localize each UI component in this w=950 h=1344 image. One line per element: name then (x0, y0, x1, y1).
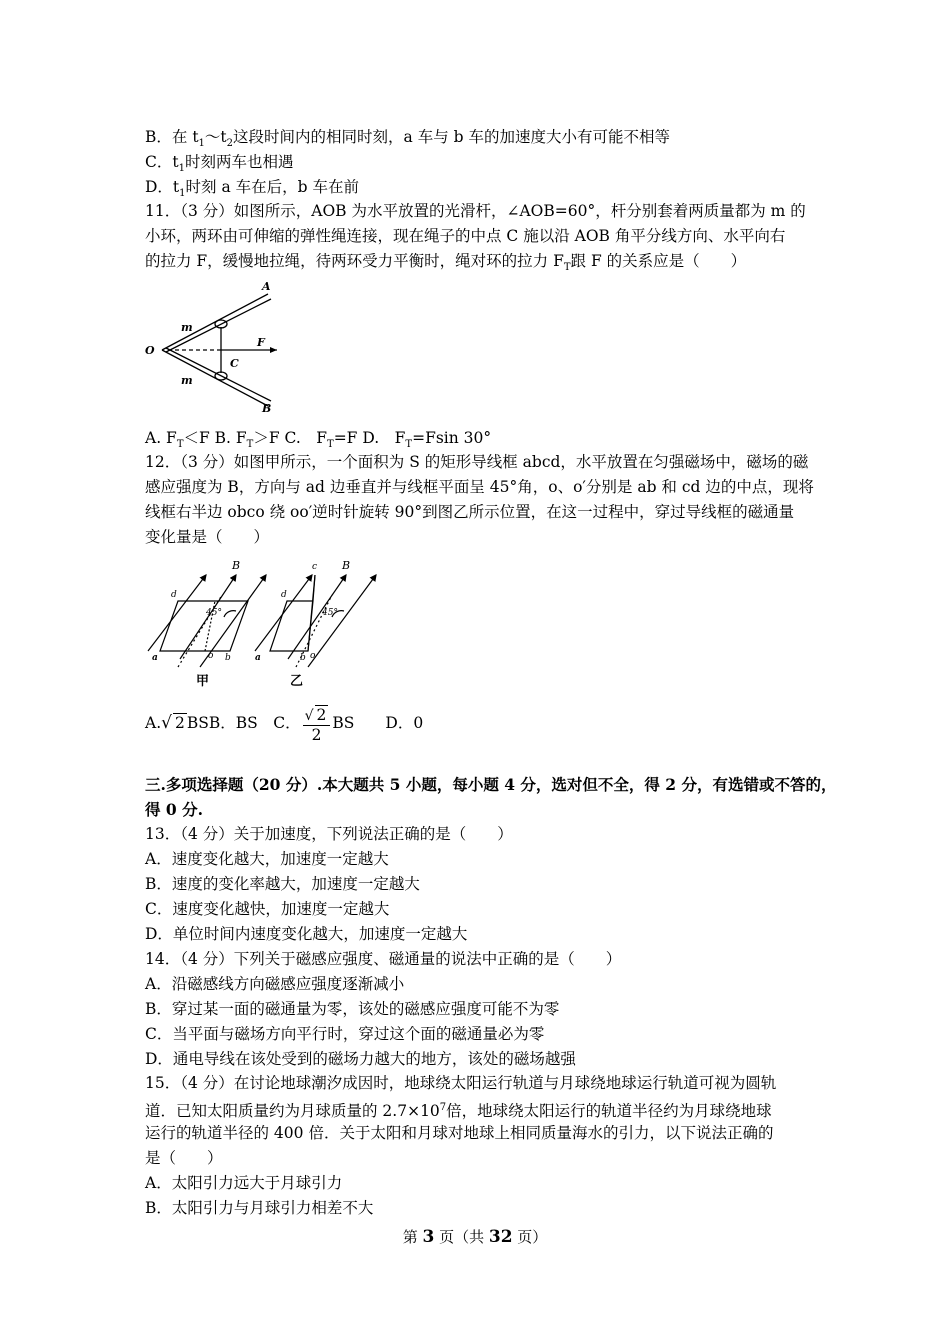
page-footer: 第 3 页（共 32 页） (402, 1227, 548, 1247)
page-number: 3 (422, 1227, 435, 1247)
svg-text:b: b (300, 653, 306, 663)
caption-jia: 甲 (196, 674, 210, 689)
q13-option-b: B．速度的变化率越大，加速度一定越大 (145, 875, 420, 893)
q11-stem-line1: 11．（3 分）如图所示，AOB 为水平放置的光滑杆，∠AOB=60°，杆分别套着两质量都为 m 的 (145, 202, 806, 220)
q12-stem-line1: 12．（3 分）如图甲所示，一个面积为 S 的矩形导线框 abcd，水平放置在匀强磁场中，磁场的磁 (145, 453, 809, 471)
q13-option-d: D．单位时间内速度变化越大，加速度一定越大 (145, 925, 468, 943)
q12-options: A.√ 2 BSB．BS C． $\frac{√ 2}{2}$ BS D．0 (145, 705, 424, 744)
q12-stem-line4: 变化量是（ ） (145, 528, 270, 546)
label-a: A (262, 280, 271, 293)
frame-jia (160, 601, 248, 651)
svg-text:45°: 45° (206, 608, 222, 618)
svg-text:d: d (171, 590, 177, 600)
q13-option-c: C．速度变化越快，加速度一定越大 (145, 900, 390, 918)
q12-figure (140, 555, 390, 695)
svg-text:a: a (255, 653, 261, 663)
caption-yi: 乙 (290, 674, 304, 689)
svg-text:B: B (342, 559, 351, 572)
q12-stem-line2: 感应强度为 B，方向与 ad 边垂直并与线框平面呈 45°角，o、o′分别是 ab 和 cd 边的中点，现将 (145, 478, 814, 496)
label-m-upper: m (181, 321, 193, 334)
label-m-lower: m (181, 374, 193, 387)
q13-stem: 13．（4 分）关于加速度，下列说法正确的是（ ） (145, 825, 513, 843)
section3-heading-line1: 三.多项选择题（20 分）.本大题共 5 小题，每小题 4 分，选对但不全，得 2 分，有选错或不答的， (145, 775, 837, 794)
q10-option-c: C．$t_1$时刻两车也相遇 (145, 153, 294, 175)
svg-text:a: a (152, 653, 158, 663)
q12-stem-line3: 线框右半边 obco 绕 oo′逆时针旋转 90°到图乙所示位置，在这一过程中，穿过导线框的磁通量 (145, 503, 795, 521)
q10-option-d: D．$t_1$时刻 a 车在后，b 车在前 (145, 178, 359, 200)
q11-stem-line2: 小环，两环由可伸缩的弹性绳连接，现在绳子的中点 C 施以沿 AOB 角平分线方向、水平向右 (145, 227, 786, 245)
svg-text:o: o (208, 651, 214, 661)
section3-heading-line2: 得 0 分. (145, 800, 203, 819)
q15-stem-line1: 15．（4 分）在讨论地球潮汐成因时，地球绕太阳运行轨道与月球绕地球运行轨道可视为圆轨 (145, 1074, 777, 1092)
svg-text:d: d (281, 590, 287, 600)
q14-option-b: B．穿过某一面的磁通量为零，该处的磁感应强度可能不为零 (145, 1000, 560, 1018)
label-b: B (262, 402, 272, 415)
page-total: 32 (488, 1227, 513, 1247)
q14-stem: 14．（4 分）下列关于磁感应强度、磁通量的说法中正确的是（ ） (145, 950, 622, 968)
q13-option-a: A．速度变化越大，加速度一定越大 (145, 850, 389, 868)
q11-options: A. $F_T<F$ B. $F_T>F$ C. $F_T=F$ D. $F_T=Fsin$ 30° (145, 429, 492, 451)
q15-option-b: B．太阳引力与月球引力相差不大 (145, 1199, 374, 1217)
svg-text:45°: 45° (322, 608, 338, 618)
q15-stem-line4: 是（ ） (145, 1149, 223, 1167)
label-o: O (145, 344, 155, 357)
svg-text:o: o (310, 651, 316, 661)
q15-option-a: A．太阳引力远大于月球引力 (145, 1174, 343, 1192)
label-c: C (230, 357, 239, 370)
svg-text:B: B (232, 559, 241, 572)
q14-option-a: A．沿磁感线方向磁感应强度逐渐减小 (145, 975, 405, 993)
frame-yi (270, 575, 315, 651)
label-f: F (257, 336, 265, 349)
q14-option-d: D．通电导线在该处受到的磁场力越大的地方，该处的磁场越强 (145, 1050, 576, 1068)
q11-figure (140, 280, 285, 415)
q14-option-c: C．当平面与磁场方向平行时，穿过这个面的磁通量必为零 (145, 1025, 545, 1043)
q10-option-b: B．在 $t_1\sim t_2$这段时间内的相同时刻，a 车与 b 车的加速度大小有可能不相等 (145, 128, 670, 150)
q11-stem-line3: 的拉力 F，缓慢地拉绳，待两环受力平衡时，绳对环的拉力 $F_T$跟 F 的关系应是（ ） (145, 252, 747, 274)
q15-stem-line2: 道．已知太阳质量约为月球质量的 $2.7\times 10^7$倍，地球绕太阳运行的轨道半径约为月球绕地球 (145, 1102, 772, 1121)
svg-text:c: c (312, 562, 318, 572)
svg-text:b: b (225, 653, 231, 663)
q15-stem-line3: 运行的轨道半径的 400 倍．关于太阳和月球对地球上相同质量海水的引力，以下说法正确的 (145, 1124, 774, 1142)
